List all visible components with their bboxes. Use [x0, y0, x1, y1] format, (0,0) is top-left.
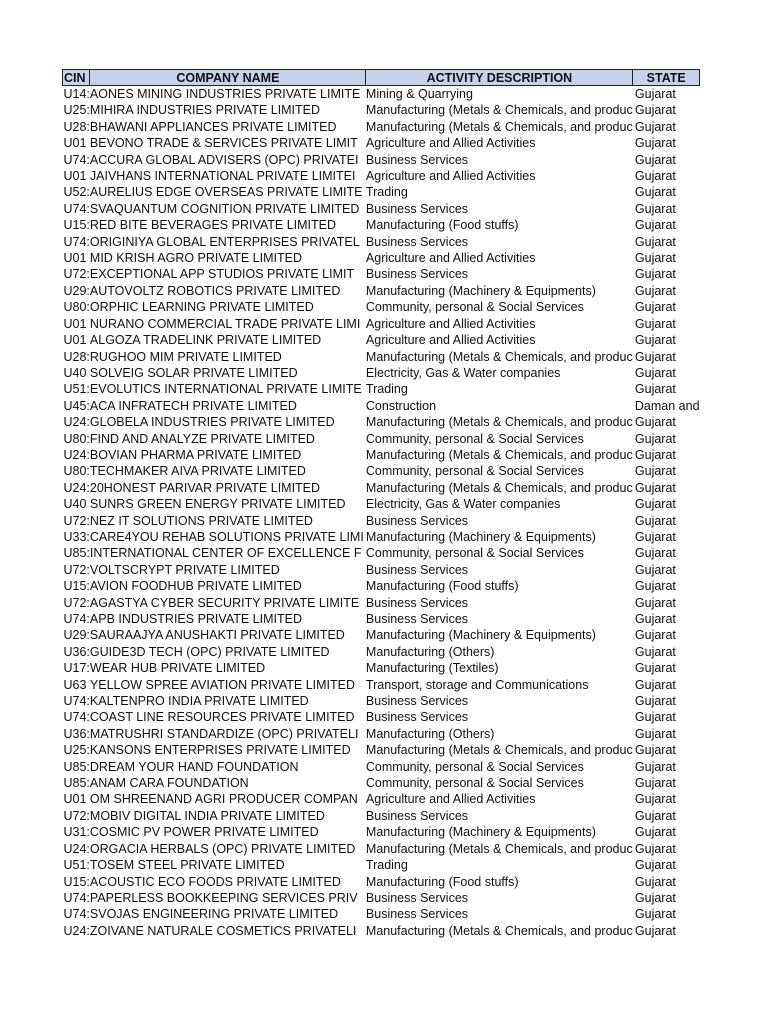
state-cell: Gujarat: [634, 283, 676, 298]
activity-cell: Community, personal & Social Services: [365, 776, 584, 791]
activity-cell: Agriculture and Allied Activities: [365, 169, 536, 184]
table-row: [63, 332, 700, 348]
company-name-cell: GUIDE3D TECH (OPC) PRIVATE LIMITED: [89, 644, 330, 659]
company-name-cell: SAURAAJYA ANUSHAKTI PRIVATE LIMITED: [89, 628, 345, 643]
activity-cell: Manufacturing (Metals & Chemicals, and produc: [365, 415, 633, 430]
cin-cell: U36:: [63, 644, 90, 659]
state-cell: Gujarat: [634, 579, 676, 594]
state-cell: Gujarat: [634, 694, 676, 709]
cin-cell: U85:: [63, 759, 90, 774]
table-row: [63, 726, 700, 742]
cin-cell: U24:: [63, 841, 90, 856]
activity-cell: Transport, storage and Communications: [365, 677, 589, 692]
state-cell: Gujarat: [634, 447, 676, 462]
table-row: [63, 742, 700, 758]
state-cell: Gujarat: [634, 136, 676, 151]
state-cell: Gujarat: [634, 349, 676, 364]
state-cell: Gujarat: [634, 759, 676, 774]
state-cell: Gujarat: [634, 841, 676, 856]
activity-cell: Manufacturing (Metals & Chemicals, and produc: [365, 119, 633, 134]
company-name-cell: KANSONS ENTERPRISES PRIVATE LIMITED: [89, 743, 351, 758]
state-cell: Gujarat: [634, 743, 676, 758]
cin-cell: U15:: [63, 218, 90, 233]
company-name-cell: TOSEM STEEL PRIVATE LIMITED: [89, 858, 285, 873]
activity-cell: Business Services: [365, 612, 469, 626]
state-cell: Gujarat: [634, 382, 676, 397]
company-name-cell: ACA INFRATECH PRIVATE LIMITED: [89, 398, 297, 413]
activity-cell: Agriculture and Allied Activities: [365, 792, 536, 807]
activity-cell: Trading: [365, 382, 408, 397]
company-name-cell: AVION FOODHUB PRIVATE LIMITED: [89, 579, 302, 594]
activity-cell: Manufacturing (Metals & Chemicals, and produc: [365, 447, 633, 462]
state-cell: Gujarat: [634, 858, 676, 873]
activity-cell: Manufacturing (Machinery & Equipments): [365, 283, 596, 298]
company-name-cell: ZOIVANE NATURALE COSMETICS PRIVATELI: [89, 923, 357, 938]
activity-cell: Community, personal & Social Services: [365, 546, 584, 561]
cin-cell: U74:: [63, 152, 90, 167]
activity-cell: Manufacturing (Others): [365, 726, 495, 741]
cin-cell: U74:: [63, 234, 90, 249]
cin-cell: U80:: [63, 464, 90, 479]
company-name-cell: ALGOZA TRADELINK PRIVATE LIMITED: [89, 333, 322, 348]
activity-cell: Community, personal & Social Services: [365, 759, 584, 774]
activity-cell: Manufacturing (Machinery & Equipments): [365, 529, 596, 544]
activity-cell: Agriculture and Allied Activities: [365, 251, 536, 266]
company-name-cell: BHAWANI APPLIANCES PRIVATE LIMITED: [89, 119, 337, 134]
table-row: [63, 874, 700, 890]
table-row: [63, 316, 700, 332]
table-row: [63, 184, 700, 200]
activity-cell: Manufacturing (Machinery & Equipments): [365, 825, 596, 840]
company-name-cell: SVOJAS ENGINEERING PRIVATE LIMITED: [89, 907, 339, 922]
state-cell: Gujarat: [634, 644, 676, 659]
state-cell: Gujarat: [634, 267, 676, 282]
table-row: [63, 381, 700, 397]
table-row: [63, 578, 700, 594]
state-cell: Gujarat: [634, 415, 676, 430]
cin-cell: U01: [63, 316, 87, 331]
activity-cell: Manufacturing (Metals & Chemicals, and produc: [365, 480, 633, 495]
table-row: [63, 644, 700, 660]
cin-cell: U28:: [63, 119, 90, 134]
state-cell: Gujarat: [634, 119, 676, 134]
state-cell: Gujarat: [634, 825, 676, 840]
cin-cell: U31:: [63, 825, 90, 840]
state-cell: Gujarat: [634, 234, 676, 249]
header-cin: CIN: [63, 70, 90, 86]
cin-cell: U29:: [63, 628, 90, 643]
cin-cell: U80:: [63, 300, 90, 315]
company-table: [62, 69, 700, 939]
company-name-cell: NEZ IT SOLUTIONS PRIVATE LIMITED: [89, 513, 313, 528]
state-cell: Gujarat: [634, 923, 676, 938]
state-cell: Gujarat: [634, 169, 676, 184]
company-name-cell: NURANO COMMERCIAL TRADE PRIVATE LIMI: [89, 316, 361, 331]
cin-cell: U25:: [63, 103, 90, 118]
cin-cell: U01: [63, 136, 87, 151]
cin-cell: U25:: [63, 743, 90, 758]
company-name-cell: SVAQUANTUM COGNITION PRIVATE LIMITED: [89, 201, 360, 216]
activity-cell: Manufacturing (Machinery & Equipments): [365, 628, 596, 643]
cin-cell: U85:: [63, 546, 90, 561]
table-row: [63, 480, 700, 496]
activity-cell: Business Services: [365, 267, 469, 282]
company-name-cell: SOLVEIG SOLAR PRIVATE LIMITED: [89, 365, 298, 380]
state-cell: Gujarat: [634, 333, 676, 348]
cin-cell: U40: [63, 497, 87, 512]
cin-cell: U80:: [63, 431, 90, 446]
company-name-cell: ACOUSTIC ECO FOODS PRIVATE LIMITED: [89, 874, 341, 889]
company-sheet: [62, 69, 700, 939]
cin-cell: U17:: [63, 661, 90, 676]
company-name-cell: GLOBELA INDUSTRIES PRIVATE LIMITED: [89, 415, 335, 430]
table-row: [63, 627, 700, 643]
header-company-name: COMPANY NAME: [90, 70, 366, 86]
table-row: [63, 611, 700, 627]
activity-cell: Business Services: [365, 513, 469, 528]
company-name-cell: TECHMAKER AIVA PRIVATE LIMITED: [89, 464, 306, 479]
cin-cell: U40: [63, 365, 87, 380]
table-row: [63, 709, 700, 725]
company-name-cell: BOVIAN PHARMA PRIVATE LIMITED: [89, 447, 302, 462]
table-row: [63, 349, 700, 365]
state-cell: Gujarat: [634, 874, 676, 889]
company-name-cell: RUGHOO MIM PRIVATE LIMITED: [89, 349, 282, 364]
table-row: [63, 660, 700, 676]
activity-cell: Community, personal & Social Services: [365, 464, 584, 479]
activity-cell: Trading: [365, 185, 408, 200]
cin-cell: U15:: [63, 579, 90, 594]
activity-cell: Manufacturing (Food stuffs): [365, 579, 519, 594]
activity-cell: Electricity, Gas & Water companies: [365, 365, 561, 380]
table-row: [63, 201, 700, 217]
company-name-cell: AONES MINING INDUSTRIES PRIVATE LIMITE: [89, 87, 361, 101]
state-cell: Gujarat: [634, 710, 676, 725]
table-row: [63, 365, 700, 381]
state-cell: Gujarat: [634, 103, 676, 118]
state-cell: Gujarat: [634, 201, 676, 216]
company-name-cell: DREAM YOUR HAND FOUNDATION: [89, 759, 299, 774]
cin-cell: U33:: [63, 529, 90, 544]
activity-cell: Business Services: [365, 595, 469, 610]
activity-cell: Business Services: [365, 890, 469, 905]
company-name-cell: ORIGINIYA GLOBAL ENTERPRISES PRIVATEL: [89, 234, 360, 249]
activity-cell: Community, personal & Social Services: [365, 431, 584, 446]
cin-cell: U52:: [63, 185, 90, 200]
cin-cell: U01: [63, 333, 87, 348]
table-row: [63, 463, 700, 479]
table-row: [63, 545, 700, 561]
company-name-cell: WEAR HUB PRIVATE LIMITED: [89, 661, 266, 676]
table-row: [63, 250, 700, 266]
cin-cell: U36:: [63, 726, 90, 741]
header-state: STATE: [633, 70, 700, 86]
activity-cell: Business Services: [365, 201, 469, 216]
company-name-cell: EVOLUTICS INTERNATIONAL PRIVATE LIMITE: [89, 382, 362, 397]
state-cell: Gujarat: [634, 513, 676, 528]
cin-cell: U45:: [63, 398, 90, 413]
company-name-cell: ORGACIA HERBALS (OPC) PRIVATE LIMITED: [89, 841, 356, 856]
state-cell: Daman and: [634, 398, 700, 413]
table-row: [63, 299, 700, 315]
cin-cell: U01: [63, 169, 87, 184]
state-cell: Gujarat: [634, 480, 676, 495]
company-name-cell: EXCEPTIONAL APP STUDIOS PRIVATE LIMIT: [89, 267, 355, 282]
company-name-cell: AGASTYA CYBER SECURITY PRIVATE LIMITE: [89, 595, 360, 610]
activity-cell: Business Services: [365, 234, 469, 249]
state-cell: Gujarat: [634, 890, 676, 905]
activity-cell: Manufacturing (Food stuffs): [365, 874, 519, 889]
table-row: [63, 808, 700, 824]
state-cell: Gujarat: [634, 907, 676, 922]
state-cell: Gujarat: [634, 218, 676, 233]
table-row: [63, 529, 700, 545]
company-name-cell: COSMIC PV POWER PRIVATE LIMITED: [89, 825, 319, 840]
table-row: [63, 496, 700, 512]
table-row: [63, 234, 700, 250]
activity-cell: Community, personal & Social Services: [365, 300, 584, 315]
cin-cell: U72:: [63, 595, 90, 610]
table-row: [63, 824, 700, 840]
header-activity-description: ACTIVITY DESCRIPTION: [366, 70, 633, 86]
table-row: [63, 283, 700, 299]
activity-cell: Manufacturing (Metals & Chemicals, and produc: [365, 103, 633, 118]
state-cell: Gujarat: [634, 776, 676, 791]
header-row: [63, 70, 700, 86]
state-cell: Gujarat: [634, 792, 676, 807]
cin-cell: U72:: [63, 562, 90, 577]
activity-cell: Manufacturing (Metals & Chemicals, and produc: [365, 743, 633, 758]
table-row: [63, 562, 700, 578]
state-cell: Gujarat: [634, 497, 676, 512]
company-name-cell: BEVONO TRADE & SERVICES PRIVATE LIMIT: [89, 136, 358, 151]
table-row: [63, 152, 700, 168]
company-name-cell: MIHIRA INDUSTRIES PRIVATE LIMITED: [89, 103, 321, 118]
state-cell: Gujarat: [634, 185, 676, 200]
company-name-cell: ORPHIC LEARNING PRIVATE LIMITED: [89, 300, 314, 315]
cin-cell: U24:: [63, 415, 90, 430]
company-name-cell: KALTENPRO INDIA PRIVATE LIMITED: [89, 694, 309, 709]
cin-cell: U29:: [63, 283, 90, 298]
table-row: [63, 447, 700, 463]
company-name-cell: ANAM CARA FOUNDATION: [89, 776, 249, 791]
cin-cell: U15:: [63, 874, 90, 889]
activity-cell: Manufacturing (Metals & Chemicals, and produc: [365, 923, 633, 938]
company-name-cell: FIND AND ANALYZE PRIVATE LIMITED: [89, 431, 315, 446]
state-cell: Gujarat: [634, 677, 676, 692]
state-cell: Gujarat: [634, 546, 676, 561]
table-row: [63, 906, 700, 922]
company-name-cell: OM SHREENAND AGRI PRODUCER COMPAN: [89, 792, 358, 807]
activity-cell: Trading: [365, 858, 408, 873]
table-row: [63, 791, 700, 807]
table-row: [63, 217, 700, 233]
cin-cell: U74:: [63, 710, 90, 725]
activity-cell: Business Services: [365, 907, 469, 922]
table-row: [63, 759, 700, 775]
cin-cell: U74:: [63, 694, 90, 709]
state-cell: Gujarat: [634, 464, 676, 479]
company-name-cell: COAST LINE RESOURCES PRIVATE LIMITED: [89, 710, 355, 725]
table-row: [63, 693, 700, 709]
company-name-cell: MATRUSHRI STANDARDIZE (OPC) PRIVATELI: [89, 726, 359, 741]
table-row: [63, 135, 700, 151]
company-name-cell: APB INDUSTRIES PRIVATE LIMITED: [89, 612, 302, 626]
table-row: [63, 168, 700, 184]
company-name-cell: SUNRS GREEN ENERGY PRIVATE LIMITED: [89, 497, 346, 512]
company-name-cell: VOLTSCRYPT PRIVATE LIMITED: [89, 562, 280, 577]
table-row: [63, 102, 700, 118]
cin-cell: U24:: [63, 923, 90, 938]
company-name-cell: CARE4YOU REHAB SOLUTIONS PRIVATE LIMI: [89, 529, 364, 544]
company-name-cell: 20HONEST PARIVAR PRIVATE LIMITED: [89, 480, 321, 495]
table-row: [63, 266, 700, 282]
state-cell: Gujarat: [634, 87, 676, 101]
cin-cell: U72:: [63, 267, 90, 282]
table-row: [63, 595, 700, 611]
cin-cell: U74:: [63, 907, 90, 922]
activity-cell: Manufacturing (Metals & Chemicals, and produc: [365, 349, 633, 364]
table-row: [63, 775, 700, 791]
state-cell: Gujarat: [634, 726, 676, 741]
state-cell: Gujarat: [634, 661, 676, 676]
activity-cell: Manufacturing (Others): [365, 644, 495, 659]
activity-cell: Business Services: [365, 152, 469, 167]
table-row: [63, 86, 700, 103]
cin-cell: U74:: [63, 890, 90, 905]
company-name-cell: AUTOVOLTZ ROBOTICS PRIVATE LIMITED: [89, 283, 341, 298]
cin-cell: U14:: [63, 87, 90, 101]
cin-cell: U01: [63, 792, 87, 807]
table-row: [63, 923, 700, 939]
company-name-cell: ACCURA GLOBAL ADVISERS (OPC) PRIVATEI: [89, 152, 359, 167]
company-name-cell: JAIVHANS INTERNATIONAL PRIVATE LIMITEI: [89, 169, 356, 184]
company-name-cell: AURELIUS EDGE OVERSEAS PRIVATE LIMITE: [89, 185, 363, 200]
table-row: [63, 677, 700, 693]
activity-cell: Business Services: [365, 710, 469, 725]
activity-cell: Agriculture and Allied Activities: [365, 333, 536, 348]
cin-cell: U01: [63, 251, 87, 266]
table-row: [63, 890, 700, 906]
table-row: [63, 119, 700, 135]
activity-cell: Manufacturing (Textiles): [365, 661, 499, 676]
company-name-cell: MOBIV DIGITAL INDIA PRIVATE LIMITED: [89, 808, 325, 823]
state-cell: Gujarat: [634, 365, 676, 380]
table-row: [63, 431, 700, 447]
cin-cell: U51:: [63, 382, 90, 397]
table-row: [63, 398, 700, 414]
state-cell: Gujarat: [634, 316, 676, 331]
table-row: [63, 857, 700, 873]
cin-cell: U72:: [63, 513, 90, 528]
company-name-cell: YELLOW SPREE AVIATION PRIVATE LIMITED: [89, 677, 356, 692]
state-cell: Gujarat: [634, 595, 676, 610]
activity-cell: Mining & Quarrying: [365, 87, 473, 101]
cin-cell: U24:: [63, 447, 90, 462]
state-cell: Gujarat: [634, 612, 676, 626]
activity-cell: Agriculture and Allied Activities: [365, 316, 536, 331]
activity-cell: Electricity, Gas & Water companies: [365, 497, 561, 512]
table-row: [63, 513, 700, 529]
activity-cell: Business Services: [365, 562, 469, 577]
cin-cell: U24:: [63, 480, 90, 495]
cin-cell: U63: [63, 677, 87, 692]
cin-cell: U28:: [63, 349, 90, 364]
activity-cell: Manufacturing (Food stuffs): [365, 218, 519, 233]
table-body: [63, 86, 700, 940]
state-cell: Gujarat: [634, 808, 676, 823]
state-cell: Gujarat: [634, 300, 676, 315]
state-cell: Gujarat: [634, 628, 676, 643]
state-cell: Gujarat: [634, 562, 676, 577]
company-name-cell: PAPERLESS BOOKKEEPING SERVICES PRIV: [89, 890, 358, 905]
cin-cell: U51:: [63, 858, 90, 873]
activity-cell: Agriculture and Allied Activities: [365, 136, 536, 151]
cin-cell: U85:: [63, 776, 90, 791]
activity-cell: Business Services: [365, 808, 469, 823]
table-row: [63, 414, 700, 430]
state-cell: Gujarat: [634, 431, 676, 446]
company-name-cell: MID KRISH AGRO PRIVATE LIMITED: [89, 251, 302, 266]
state-cell: Gujarat: [634, 529, 676, 544]
company-name-cell: INTERNATIONAL CENTER OF EXCELLENCE F: [89, 546, 362, 561]
company-name-cell: RED BITE BEVERAGES PRIVATE LIMITED: [89, 218, 337, 233]
state-cell: Gujarat: [634, 152, 676, 167]
cin-cell: U74:: [63, 201, 90, 216]
cin-cell: U74:: [63, 612, 90, 626]
activity-cell: Manufacturing (Metals & Chemicals, and produc: [365, 841, 633, 856]
cin-cell: U72:: [63, 808, 90, 823]
table-row: [63, 841, 700, 857]
state-cell: Gujarat: [634, 251, 676, 266]
activity-cell: Construction: [365, 398, 437, 413]
activity-cell: Business Services: [365, 694, 469, 709]
